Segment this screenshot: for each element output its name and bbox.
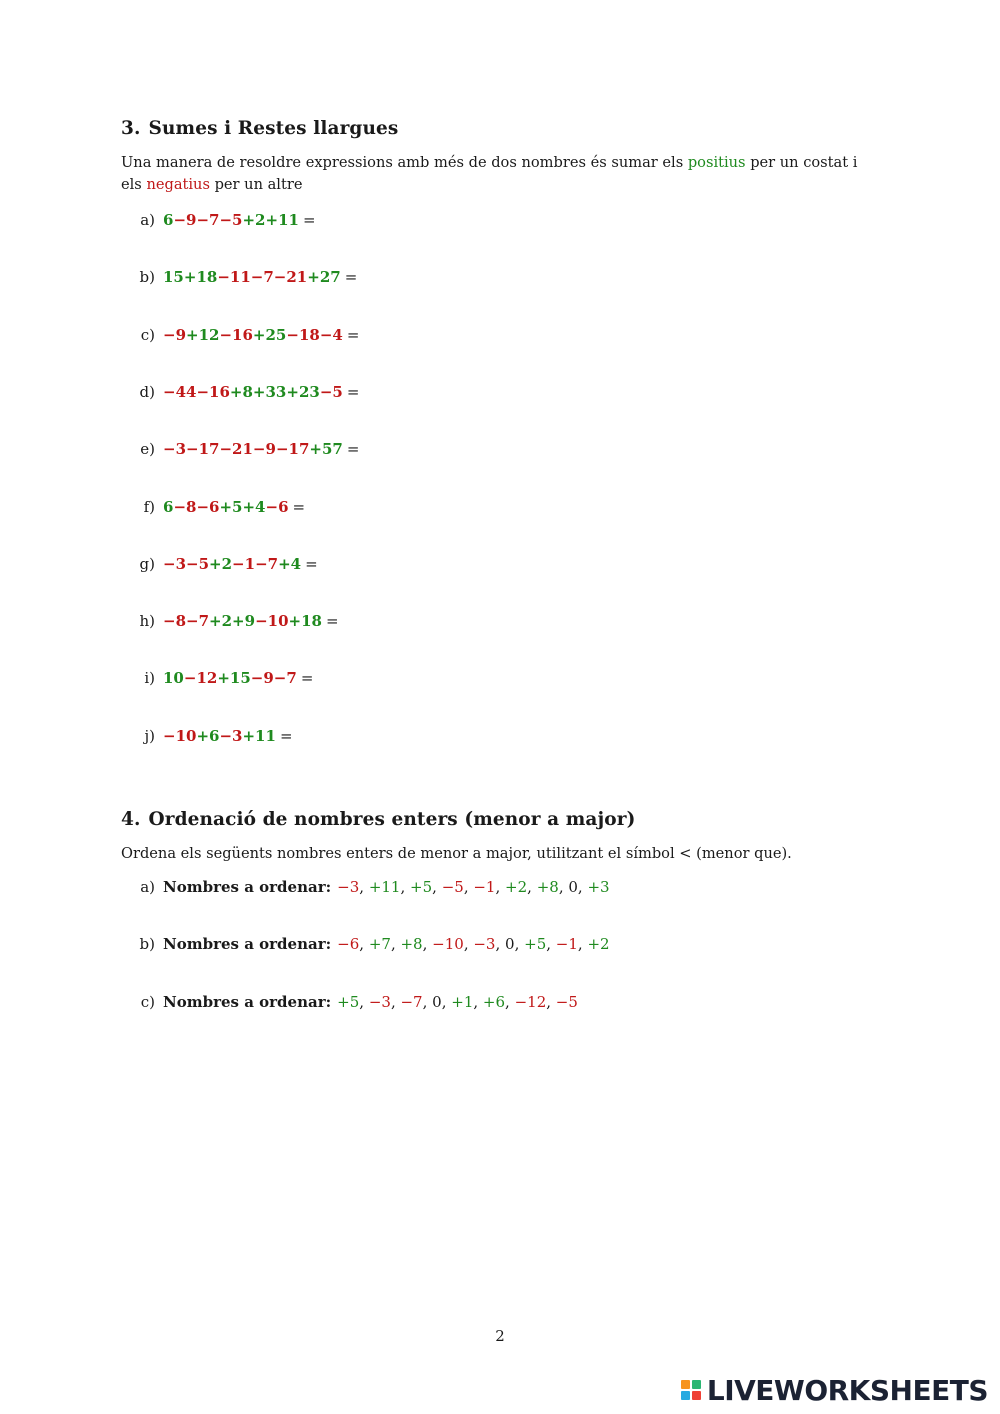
number-to-order: +11 [368, 878, 401, 896]
number-to-order: −3 [473, 935, 496, 954]
logo-square [692, 1380, 701, 1389]
exercise-label: a) [140, 211, 155, 229]
section-number: 3. [121, 118, 141, 139]
expression-term: +18 [288, 612, 322, 631]
comma-separator: , [473, 992, 483, 1011]
section-3-title [121, 118, 398, 139]
comma-separator: , [359, 935, 369, 954]
expression-term: +2 [242, 211, 266, 229]
expression-term: 6 [163, 497, 174, 516]
order-label: Nombres a ordenar: [163, 878, 332, 896]
expression-term: −6 [196, 497, 220, 516]
comma-separator: , [422, 992, 433, 1011]
expression-term: −1 [232, 554, 256, 573]
expression-term: −7 [255, 554, 279, 573]
sum-exercise [121, 266, 357, 288]
expression-term: −16 [219, 325, 253, 344]
expression-term: −3 [163, 554, 187, 573]
number-to-order: −6 [337, 935, 360, 954]
number-to-order: 0 [505, 935, 515, 954]
expression [163, 727, 276, 745]
number-to-order: 0 [568, 878, 578, 896]
expression-term: −10 [255, 612, 289, 631]
ordering-exercise [121, 933, 610, 955]
sum-exercise [121, 553, 318, 575]
number-to-order: +5 [410, 878, 433, 896]
expression-term: −6 [265, 497, 289, 516]
number-to-order: −10 [432, 935, 464, 954]
equals-sign: = [292, 497, 306, 516]
equals-sign: = [300, 669, 314, 688]
comma-separator: , [546, 992, 556, 1011]
expression-term: +5 [219, 497, 243, 516]
section-4-title [121, 809, 635, 830]
number-to-order: +5 [337, 992, 360, 1011]
section-title-text: Ordenació de nombres enters (menor a major) [148, 809, 636, 830]
comma-separator: , [390, 935, 401, 954]
expression [163, 498, 289, 516]
expression-term: −11 [217, 268, 251, 287]
sum-exercise [121, 725, 293, 747]
comma-separator: , [432, 878, 442, 896]
expression-term: −9 [163, 325, 187, 344]
expression-term: +12 [186, 325, 220, 344]
expression-term: +4 [242, 497, 266, 516]
comma-separator: , [527, 878, 537, 896]
expression-term: −5 [319, 382, 343, 401]
expression-term: +25 [252, 325, 287, 344]
expression-term: −7 [273, 669, 297, 688]
liveworksheets-logo-icon [681, 1380, 701, 1400]
equals-sign: = [346, 440, 360, 459]
expression-term: −7 [250, 268, 274, 287]
sum-exercise [121, 209, 316, 231]
sum-exercise [121, 324, 359, 346]
order-label: Nombres a ordenar: [163, 992, 332, 1011]
page-number: 2 [495, 1327, 505, 1345]
expression-term: −21 [273, 268, 308, 287]
expression-term: −9 [252, 440, 276, 459]
expression-term: −7 [196, 211, 220, 229]
expression-term: −3 [219, 726, 243, 745]
exercise-label: b) [139, 935, 155, 954]
expression-term: −9 [250, 669, 274, 688]
expression-term: +18 [183, 268, 218, 287]
logo-square [692, 1391, 701, 1400]
expression-term: +8 [229, 382, 253, 401]
sum-exercise [121, 610, 339, 632]
expression-term: −12 [183, 669, 218, 688]
exercise-label: b) [139, 268, 155, 287]
expression-term: −4 [319, 325, 343, 344]
comma-separator: , [359, 878, 369, 896]
number-to-order: +2 [587, 935, 610, 954]
liveworksheets-logo [681, 1372, 988, 1408]
expression-term: 15 [163, 268, 184, 287]
intro-negative-word: negatius [146, 175, 210, 193]
expression-term: +2 [209, 612, 233, 631]
expression-term: +11 [265, 211, 299, 229]
expression-term: −8 [163, 612, 187, 631]
comma-separator: , [463, 878, 474, 896]
equals-sign: = [279, 726, 293, 745]
number-to-order: +8 [400, 935, 423, 954]
expression-term: −5 [186, 554, 210, 573]
brand-name: LIVEWORKSHEETS [706, 1373, 988, 1407]
exercise-label: e) [140, 440, 155, 459]
exercise-label: f) [143, 497, 155, 516]
intro-text: per un altre [214, 175, 303, 193]
expression-term: −21 [219, 440, 253, 459]
exercise-label: j) [144, 726, 155, 745]
expression-term: +9 [232, 612, 256, 631]
number-to-order: +8 [536, 878, 559, 896]
number-to-order: −3 [337, 878, 360, 896]
expression [163, 383, 343, 401]
number-to-order: +5 [524, 935, 547, 954]
comma-separator: , [577, 878, 588, 896]
number-to-order: −1 [555, 935, 578, 954]
number-to-order: +1 [451, 992, 474, 1011]
comma-separator: , [359, 992, 369, 1011]
intro-positive-word: positius [687, 154, 746, 171]
number-to-order: −5 [441, 878, 464, 896]
number-to-order: 0 [432, 992, 442, 1011]
expression-term: −8 [173, 497, 197, 516]
comma-separator: , [422, 935, 433, 954]
expression-term: −44 [163, 382, 197, 401]
exercise-label: a) [140, 878, 155, 896]
equals-sign: = [346, 325, 360, 344]
comma-separator: , [514, 935, 525, 954]
equals-sign: = [302, 211, 316, 229]
sum-exercise [121, 381, 359, 403]
expression-term: −7 [186, 612, 210, 631]
sum-exercise [121, 496, 305, 518]
section-3-intro [121, 152, 881, 195]
number-to-order: −12 [514, 992, 547, 1011]
exercise-label: c) [140, 325, 155, 344]
section-4-intro: Ordena els següents nombres enters de menor a major, utilitzant el símbol < (menor que). [121, 845, 792, 862]
exercise-label: g) [139, 554, 155, 573]
comma-separator: , [505, 992, 515, 1011]
expression-term: −16 [196, 382, 230, 401]
exercise-label: c) [140, 992, 155, 1011]
equals-sign: = [346, 382, 360, 401]
expression-term: +57 [309, 440, 343, 459]
comma-separator: , [400, 878, 411, 896]
ordering-exercise [121, 876, 610, 898]
ordering-exercise [121, 991, 578, 1013]
expression-term: −18 [286, 325, 320, 344]
equals-sign: = [344, 268, 358, 287]
expression [163, 326, 343, 344]
expression [163, 669, 297, 687]
number-to-order: −5 [555, 992, 578, 1011]
number-to-order: +7 [368, 935, 391, 954]
comma-separator: , [390, 992, 401, 1011]
number-to-order: +6 [482, 992, 506, 1011]
expression [163, 555, 301, 573]
expression-term: +27 [307, 268, 341, 287]
expression-term: −17 [186, 440, 220, 459]
expression [163, 211, 299, 229]
expression-term: −9 [173, 211, 197, 229]
order-label: Nombres a ordenar: [163, 935, 332, 954]
expression-term: +6 [196, 726, 220, 745]
sum-exercise [121, 438, 359, 460]
expression-term: 10 [163, 669, 184, 688]
section-title-text: Sumes i Restes llargues [148, 118, 399, 139]
expression-term: +23 [286, 382, 320, 401]
comma-separator: , [577, 935, 588, 954]
logo-square [681, 1380, 690, 1389]
expression-term: +2 [209, 554, 233, 573]
expression-term: +11 [242, 726, 276, 745]
comma-separator: , [495, 935, 506, 954]
expression-term: −10 [163, 726, 197, 745]
expression [163, 612, 322, 630]
expression-term: +15 [217, 669, 251, 688]
expression-term: −3 [163, 440, 187, 459]
number-to-order: +2 [505, 878, 528, 896]
comma-separator: , [558, 878, 569, 896]
expression [163, 268, 341, 286]
number-to-order: −1 [473, 878, 496, 896]
number-to-order: +3 [587, 878, 610, 896]
logo-square [681, 1391, 690, 1400]
equals-sign: = [325, 612, 339, 631]
expression-term: 6 [163, 211, 174, 229]
expression-term: +4 [278, 554, 302, 573]
expression-term: +33 [252, 382, 287, 401]
number-to-order: −7 [400, 992, 423, 1011]
intro-text: Una manera de resoldre expressions amb més de dos nombres és sumar els [121, 154, 684, 171]
equals-sign: = [305, 554, 318, 573]
comma-separator: , [441, 992, 452, 1011]
expression-term: −17 [275, 440, 310, 459]
exercise-label: d) [139, 382, 155, 401]
section-number: 4. [121, 809, 141, 830]
intro-text: per un costat i els [121, 154, 858, 193]
exercise-label: i) [144, 669, 155, 688]
comma-separator: , [546, 935, 556, 954]
exercise-label: h) [139, 612, 155, 631]
comma-separator: , [463, 935, 474, 954]
expression [163, 440, 343, 458]
comma-separator: , [495, 878, 506, 896]
sum-exercise [121, 667, 313, 689]
number-to-order: −3 [368, 992, 391, 1011]
expression-term: −5 [219, 211, 243, 229]
